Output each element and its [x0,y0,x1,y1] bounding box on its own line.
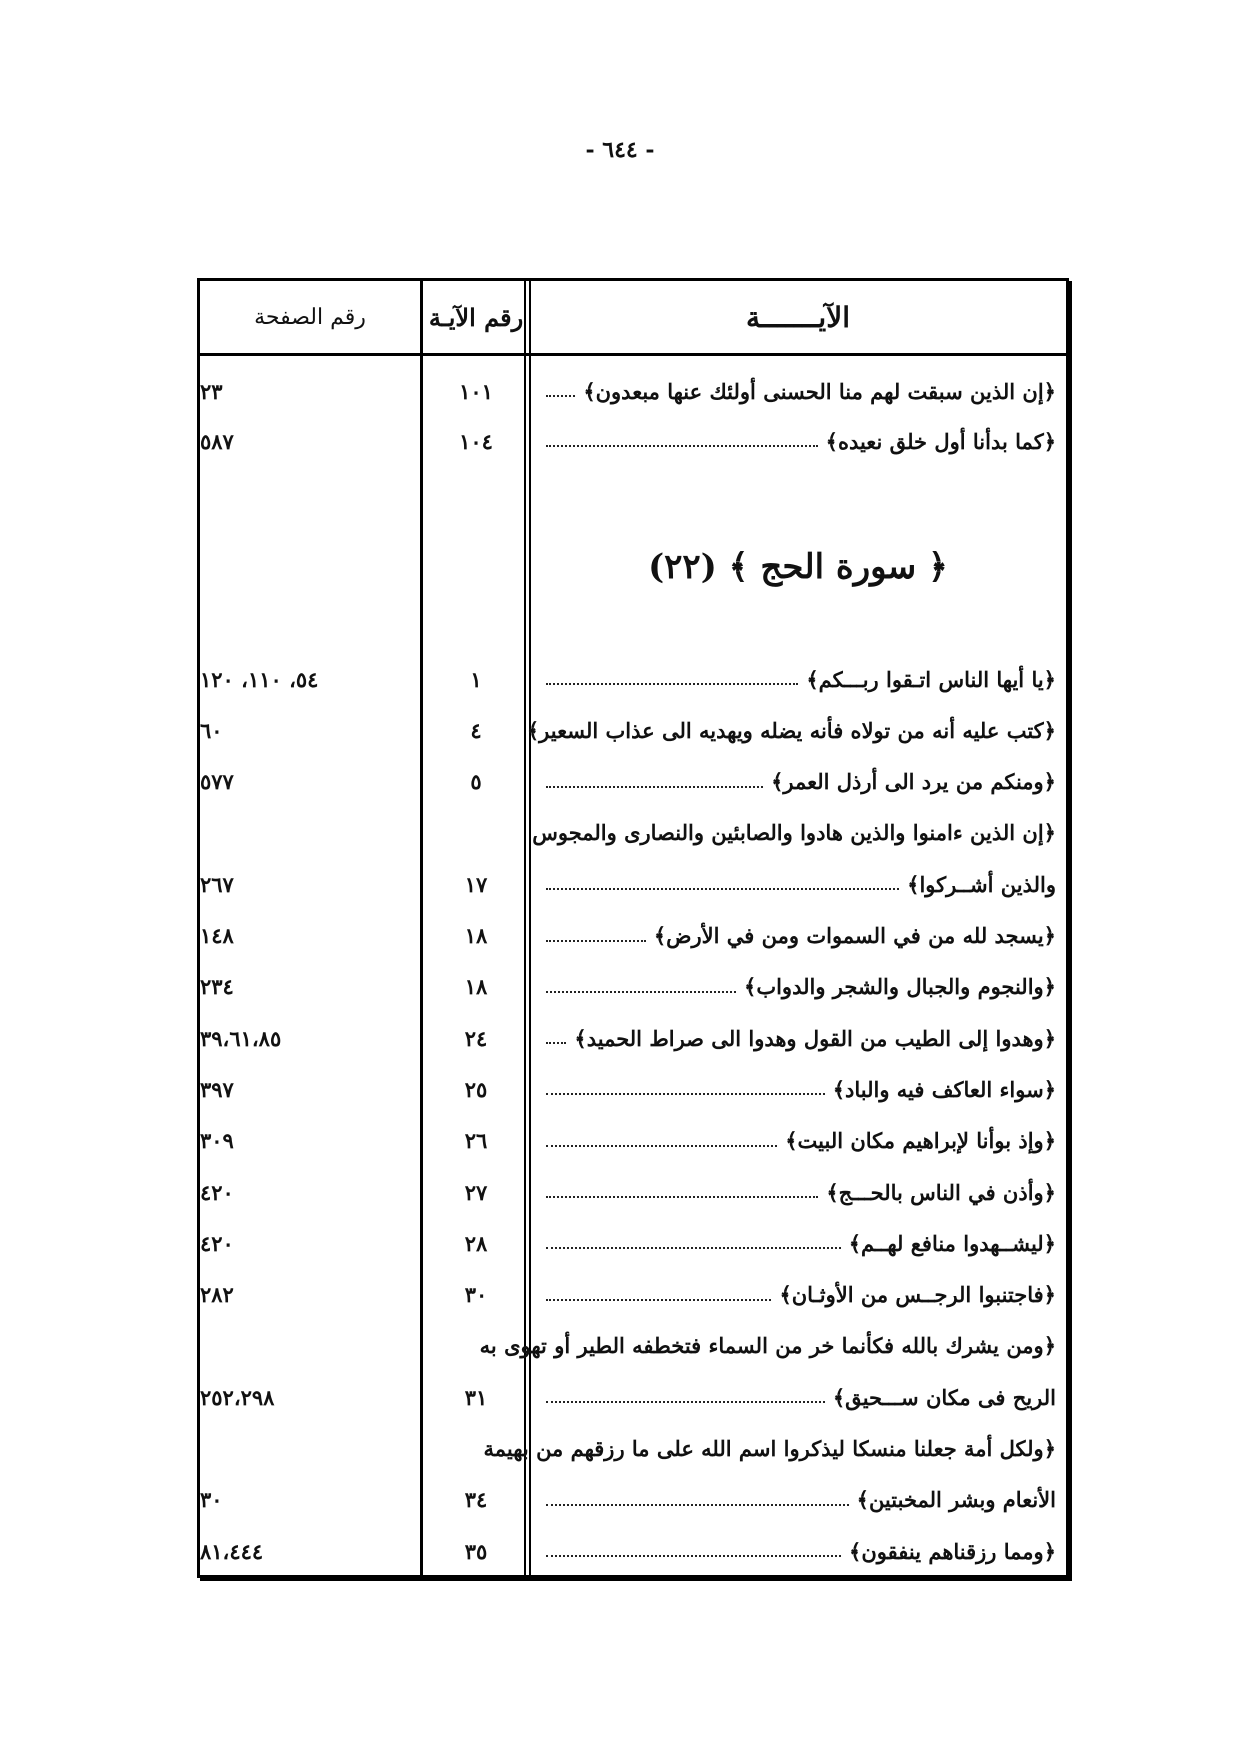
ayah-number: ٣٥ [464,1538,488,1564]
page-references: ٢٨٢ [200,1282,234,1308]
dot-leader [546,683,798,685]
table-row [200,962,1066,1012]
dot-leader [546,1401,825,1403]
ayah-text-cell [540,1270,1056,1320]
dot-leader [546,1247,841,1249]
table-row [200,1013,1066,1063]
ayah-text-cell [540,654,1056,704]
page-references: ٢٥٢،٢٩٨ [200,1384,275,1410]
ayah-number: ١ [470,666,482,692]
page-references: ٢٣٤ [200,974,234,1000]
ayah-text-cell [479,1321,1056,1371]
ayah-number [424,808,528,858]
ayah-text-cell [540,1167,1056,1217]
ayah-number: ٢٥ [464,1076,488,1102]
table-row [200,1064,1066,1114]
ayah-number: ١٨ [464,974,488,1000]
dot-leader [546,991,736,993]
page-references: ٨١،٤٤٤ [200,1538,264,1564]
ayah-text-cell [540,757,1056,807]
table-row [200,911,1066,961]
ayah-text: ﴿يسجد لله من في السموات ومن في الأرض﴾ [653,923,1056,948]
table-row [200,654,1066,704]
page-references: ٤٢٠ [200,1230,234,1256]
ayah-number: ٢٨ [464,1230,488,1256]
ayah-text-cell [540,1064,1056,1114]
table-row [200,1526,1066,1576]
ayah-text-cell [540,1116,1056,1166]
table-row [200,859,1066,909]
ayah-text-cell [540,911,1056,961]
surah-heading: ﴿ سورة الحج ﴾ (٢٢) [648,546,948,587]
table-row [200,1475,1066,1525]
verse-index-table [197,278,1069,1578]
ayah-number [424,1424,528,1474]
page-references: ١٤٨ [200,923,234,948]
ayah-number [424,1321,528,1371]
ayah-text: ﴿ومنكم من يرد الى أرذل العمر﴾ [771,769,1056,795]
ayah-text-cell [483,1424,1056,1474]
dot-leader [546,1196,818,1198]
header-ayah-number: رقم الآيـة [428,302,524,332]
ayah-number: ١٨ [464,923,488,948]
ayah-number: ٣٠ [464,1282,488,1308]
dot-leader [546,395,575,397]
page-references [200,1321,412,1371]
ayah-number: ٢٦ [464,1128,488,1154]
page-references: ٥٤، ١١٠، ١٢٠ [200,666,319,692]
ayah-text: ﴿ومما رزقناهم ينفقون﴾ [849,1538,1056,1564]
dot-leader [546,786,763,788]
ayah-number: ٥ [470,769,482,795]
dot-leader [546,1504,849,1506]
page-references: ٦٠ [200,717,223,743]
ayah-text-cell [540,416,1056,466]
ayah-text-cell [540,1372,1056,1422]
page-references: ٣٩٧ [200,1076,234,1102]
ayah-number: ١٠١ [459,378,493,404]
ayah-text-cell [532,808,1056,858]
page-number: - ٦٤٤ - [585,137,655,163]
table-row [200,1424,1066,1474]
ayah-text-cell [526,705,1056,755]
table-row [200,757,1066,807]
table-row [200,416,1066,466]
page-references: ٣٠ [200,1487,223,1513]
ayah-text: ﴿ومن يشرك بالله فكأنما خر من السماء فتخطفه الطير أو تهوى به [479,1333,1056,1359]
ayah-text: ﴿يا أيها الناس اتـقوا ربـــكم﴾ [806,666,1056,692]
ayah-number: ٣٤ [464,1487,488,1513]
dot-leader [546,1145,777,1147]
ayah-text: الأنعام وبشر المخبتين﴾ [856,1487,1056,1513]
page-references: ٥٨٧ [200,428,234,454]
ayah-text: ﴿فاجتنبوا الرجــس من الأوثـان﴾ [779,1282,1056,1308]
page-references: ٥٧٧ [200,769,234,795]
table-row [200,1372,1066,1422]
ayah-text: ﴿كما بدأنا أول خلق نعيده﴾ [825,428,1056,454]
page-references [200,808,412,858]
ayah-number: ٤ [470,717,482,743]
page-references [200,1424,412,1474]
ayah-text: ﴿إن الذين سبقت لهم منا الحسنى أولئك عنها مبعدون﴾ [583,378,1056,404]
dot-leader [546,445,818,447]
ayah-text: الريح فى مكان ســـحيق﴾ [832,1384,1056,1410]
page-references: ٤٢٠ [200,1179,234,1205]
header-page-number: رقم الصفحة [254,304,366,330]
table-row [200,1321,1066,1371]
ayah-text: ﴿وأذن في الناس بالحـــج﴾ [826,1179,1056,1205]
ayah-text: ﴿ولكل أمة جعلنا منسكا ليذكروا اسم الله على ما رزقهم من بهيمة [483,1436,1056,1461]
ayah-number: ٢٤ [464,1025,488,1051]
ayah-text: ﴿إن الذين ءامنوا والذين هادوا والصابئين والنصارى والمجوس [532,820,1056,846]
ayah-text: والذين أشــركوا﴾ [907,871,1056,897]
ayah-text-cell [540,366,1056,416]
ayah-number: ٣١ [464,1384,488,1410]
ayah-text-cell [540,1526,1056,1576]
table-row [200,1218,1066,1268]
ayah-text-cell [540,1218,1056,1268]
header-ayah: الآيـــــــة [746,300,850,334]
page-references: ٢٣ [200,378,223,404]
dot-leader [546,1042,566,1044]
ayah-text-cell [540,1475,1056,1525]
ayah-text-cell [540,1013,1056,1063]
page-references: ٣٠٩ [200,1128,234,1154]
table-row [200,1270,1066,1320]
ayah-text-cell [540,962,1056,1012]
table-row [200,808,1066,858]
dot-leader [546,888,899,890]
dot-leader [546,1093,825,1095]
ayah-text: ﴿والنجوم والجبال والشجر والدواب﴾ [744,974,1056,1000]
header-divider [200,353,1066,356]
table-row [200,705,1066,755]
page-references: ٢٦٧ [200,871,234,897]
table-row [200,366,1066,416]
ayah-text: ﴿كتب عليه أنه من تولاه فأنه يضله ويهديه الى عذاب السعير﴾ [526,717,1056,743]
dot-leader [546,1299,771,1301]
ayah-text: ﴿وإذ بوأنا لإبراهيم مكان البيت﴾ [785,1128,1056,1154]
table-row [200,1116,1066,1166]
ayah-text: ﴿ليشــهدوا منافع لهــم﴾ [848,1230,1056,1256]
ayah-text-cell [540,859,1056,909]
dot-leader [546,1555,841,1557]
dot-leader [546,940,646,942]
page-references: ٣٩،٦١،٨٥ [200,1025,282,1051]
ayah-number: ١٧ [464,871,488,897]
ayah-number: ٢٧ [464,1179,488,1205]
ayah-text: ﴿وهدوا إلى الطيب من القول وهدوا الى صراط الحميد﴾ [574,1025,1056,1051]
table-row [200,1167,1066,1217]
ayah-text: ﴿سواء العاكف فيه والباد﴾ [832,1076,1056,1102]
ayah-number: ١٠٤ [459,428,493,454]
